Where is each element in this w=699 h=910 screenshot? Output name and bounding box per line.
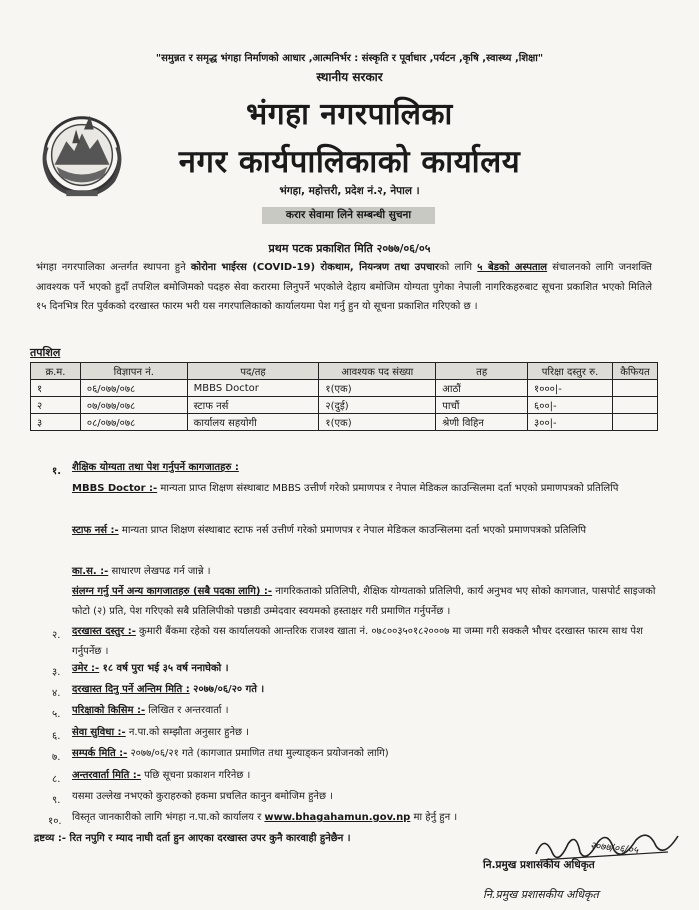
table-row [31, 380, 658, 397]
table-header: परिक्षा दस्तुर रु. [528, 363, 613, 380]
section-7 [72, 744, 664, 764]
table-cell: आठौं [436, 380, 528, 397]
table-row [31, 414, 658, 431]
section-6 [72, 723, 664, 743]
nurse-text: मान्यता प्राप्त शिक्षण संस्थाबाट स्टाफ नर्स उत्तीर्ण गरेको प्रमाणपत्र र नेपाल मेडिकल काउन्सिलमा दर्ता भएको प्रमाणपत्रको प्रतिलिपि [118, 525, 587, 536]
slogan: "समुन्नत र समृद्ध भंगहा निर्माणको आधार ,आत्मनिर्भर : संस्कृति र पूर्वाधार ,पर्यटन ,कृषि ,स्वास्थ्य ,शिक्षा" [155, 53, 544, 64]
nurse-requirement [72, 521, 664, 541]
intro-bold-1: कोरोना भाईरस (COVID-19) रोकथाम, नियन्त्रण तथा उपचार [190, 262, 439, 273]
section-8 [72, 766, 664, 786]
government-label: स्थानीय सरकार [316, 70, 383, 84]
ks-label: का.स. :- [72, 566, 109, 577]
table-header: विज्ञापन नं. [80, 363, 187, 380]
table-cell [612, 380, 657, 397]
section-5-text: लिखित र अन्तरवार्ता । [145, 705, 229, 716]
schedule-title: तपशिल [30, 346, 61, 359]
note: द्रष्टव्य :- रित नपुगि र म्याद नाघी दर्ता हुन आएका दरखास्त उपर कुनै कारवाही हुनेछैन । [34, 833, 351, 844]
section-7-text: २०७७/०६/२१ गते (कागजात प्रमाणित तथा मुल्याड्कन प्रयोजनको लागि) [127, 748, 389, 759]
mbbs-text: मान्यता प्राप्त शिक्षण संस्थाबाट MBBS उत्तीर्ण गरेको प्रमाणपत्र र नेपाल मेडिकल काउन्सिलमा दर्ता भएको प्रमाणपत्रको प्रतिलिपि [157, 483, 619, 494]
table-cell [612, 414, 657, 431]
section-number: ७. [52, 752, 61, 763]
section-8-label: अन्तरवार्ता मिति :- [72, 770, 141, 781]
documents-text: नागरिकताको प्रतिलिपी, शैक्षिक योग्यताको प्रतिलिपी, कार्य अनुभव भए सोको कागजात, पासपोर्ट साइजको फोटो (२) प्रति, पेश गरिएको सबै प्रतिलिपीको पछाडी उम्मेदवार स्वयमको हस्ताक्षर गरी प्रमाणित गर्नुपर्नेछ । [72, 586, 656, 617]
table-header: क्र.म. [31, 363, 81, 380]
section-7-label: सम्पर्क मिति :- [72, 748, 128, 759]
table-cell: २ [31, 397, 81, 414]
section-3 [72, 659, 664, 679]
table-cell: ३००|- [528, 414, 613, 431]
table-cell: ०८/०७७/०७८ [80, 414, 187, 431]
table-cell: श्रेणी विहिन [436, 414, 528, 431]
section-6-label: सेवा सुविधा :- [72, 727, 126, 738]
mbbs-label: MBBS Doctor :- [72, 483, 158, 494]
section-number: ९. [52, 795, 61, 806]
section-number: ४. [52, 688, 61, 699]
table-cell: ०६/०७७/०७८ [80, 380, 187, 397]
table-cell: स्टाफ नर्स [187, 397, 319, 414]
table-cell: MBBS Doctor [187, 380, 319, 397]
section-4 [72, 680, 664, 700]
table-cell: पाचौं [436, 397, 528, 414]
table-header: पद/तह [187, 363, 319, 380]
vacancy-table [30, 362, 658, 431]
website-link[interactable]: www.bhagahamun.gov.np [264, 812, 411, 823]
documents-requirement [72, 582, 664, 622]
table-cell: १(एक) [319, 380, 436, 397]
office-address: भंगहा, महोत्तरी, प्रदेश नं.२, नेपाल । [279, 185, 420, 197]
published-date: प्रथम पटक प्रकाशित मिति २०७७/०६/०५ [268, 242, 431, 255]
section-9: यसमा उल्लेख नभएको कुराहरुको हकमा प्रचलित कानुन बमोजिम हुनेछ । [72, 791, 333, 802]
section-2 [72, 622, 664, 662]
section-5 [72, 701, 664, 721]
section-2-text: कुमारी बैंकमा रहेको यस कार्यालयको आन्तरिक राजश्व खाता नं. ०७८००३५०१८२०००७ मा जम्मा गरी सक्कलै भौचर दरखास्त फारम साथ पेश गर्नुपर्नेछ । [72, 626, 643, 657]
intro-paragraph [36, 258, 652, 317]
section-number: ३. [52, 667, 61, 678]
table-cell: कार्यालय सहयोगी [187, 414, 319, 431]
section-number: ५. [52, 709, 61, 720]
section-1-label: शैक्षिक योग्यता तथा पेश गर्नुपर्ने कागजातहरु : [72, 462, 239, 473]
section-1-title [72, 458, 657, 478]
table-cell: २(दुई) [319, 397, 436, 414]
nurse-label: स्टाफ नर्स :- [72, 525, 119, 536]
section-4-label: दरखास्त दिनु पर्ने अन्तिम मिति : [72, 684, 190, 695]
section-10-text: विस्तृत जानकारीको लागि भंगहा न.पा.को कार्यालय र [72, 812, 265, 823]
section-8-text: पछि सूचना प्रकाशन गरिनेछ । [140, 770, 251, 781]
section-10-tail: मा हेर्नु हुन । [410, 812, 458, 823]
table-cell: १०००|- [528, 380, 613, 397]
section-2-label: दरखास्त दस्तुर :- [72, 626, 136, 637]
signature-icon [518, 822, 688, 892]
page-subtitle: नगर कार्यपालिकाको कार्यालय [178, 144, 521, 180]
section-3-text: १८ वर्ष पुरा भई ३५ वर्ष ननाघेको । [99, 663, 229, 674]
intro-part-2: को लागि [439, 262, 478, 273]
section-6-text: न.पा.को सम्झौता अनुसार हुनेछ । [125, 727, 250, 738]
signature-date: २०७७/०६/०५ [589, 840, 639, 857]
signatory-stamp: नि.प्रमुख प्रशासकीय अधिकृत [483, 888, 599, 901]
section-5-label: परिक्षाको किसिम :- [72, 705, 146, 716]
intro-part-1: भंगहा नगरपालिका अन्तर्गत स्थापना हुने [36, 262, 191, 273]
table-cell: १(एक) [319, 414, 436, 431]
table-header: तह [436, 363, 528, 380]
section-number: १०. [48, 816, 62, 827]
section-number: २. [52, 630, 61, 641]
table-header-row [31, 363, 658, 380]
section-4-text: २०७७/०६/२० गते । [189, 684, 265, 695]
section-number: ८. [52, 774, 61, 785]
table-cell: ६००|- [528, 397, 613, 414]
notice-title: करार सेवामा लिने सम्बन्धी सुचना [262, 207, 435, 224]
table-cell: ३ [31, 414, 81, 431]
section-number: १. [52, 466, 61, 477]
signatory-title: नि.प्रमुख प्रशासकीय अधिकृत [483, 859, 595, 871]
intro-bold-2: ५ बेडको अस्पताल [477, 262, 548, 273]
documents-label: संलग्न गर्नु पर्ने अन्य कागजातहरु (सबै पदका लागि) :- [72, 586, 273, 597]
mbbs-requirement [72, 479, 664, 499]
table-header: कैफियत [612, 363, 657, 380]
table-cell: ०७/०७७/०७८ [80, 397, 187, 414]
table-cell [612, 397, 657, 414]
section-number: ६. [52, 731, 61, 742]
table-cell: १ [31, 380, 81, 397]
ks-text: साधारण लेखपढ गर्न जान्ने । [108, 566, 211, 577]
intro-part-3: संचालनको लागि जनशक्ति आवश्यक पर्ने भएको हुदाँ तपशिल बमोजिमको पदहरु सेवा करारमा लिनुपर्ने भएकोले देहाय बमोजिम योग्यता पुगेका नेपाली नागरिकहरुबाट सूचना प्रकाशित भएको मितिले १५ दिनभित्र रित पुर्वकको दरखास्त फारम भरी यस नगरपालिकाको कार्यालयमा पेश गर्नु हुन यो सूचना प्रकाशित गरिएको छ । [36, 262, 653, 312]
page-title: भंगहा नगरपालिका [246, 97, 453, 132]
ks-requirement [72, 562, 664, 582]
table-header: आवश्यक पद संख्या [319, 363, 436, 380]
section-3-label: उमेर :- [72, 663, 100, 674]
table-row [31, 397, 658, 414]
